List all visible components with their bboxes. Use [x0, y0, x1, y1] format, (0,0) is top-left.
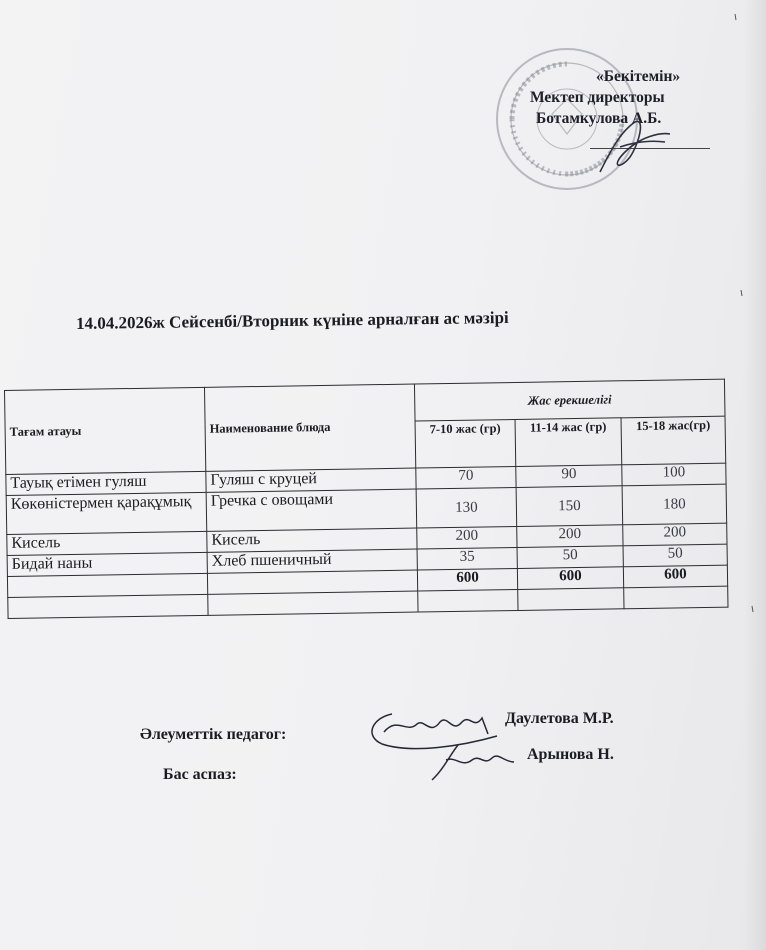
cell-value: 150	[516, 486, 623, 527]
cell-kz: Кисель	[7, 531, 207, 555]
cell-value: 90	[516, 465, 622, 488]
total-value: 600	[517, 567, 623, 590]
cell-kz: Бидай наны	[7, 552, 207, 576]
cell-ru: Гречка с овощами	[206, 489, 417, 531]
total-value: 600	[623, 565, 727, 588]
cell-value: 100	[622, 463, 726, 486]
signatory-role-head-cook: Бас аспаз:	[163, 766, 237, 783]
menu-heading: 14.04.2026ж Сейсенбі/Вторник күніне арналған ас мәзірі	[75, 307, 509, 333]
cell-value: 200	[417, 526, 517, 549]
cell-ru: Кисель	[207, 528, 417, 552]
cell-value: 200	[623, 523, 727, 546]
cell-kz: Тауық етімен гуляш	[6, 471, 206, 495]
header-age-group: Жас ерекшелігі	[414, 379, 725, 421]
total-value: 600	[417, 568, 517, 591]
approval-name: Ботамкулова А.Б.	[536, 110, 662, 127]
header-kz-name: Тағам атауы	[5, 387, 206, 474]
cell-value: 50	[517, 546, 623, 569]
cell-ru: Хлеб пшеничный	[207, 549, 417, 573]
cell-value: 200	[517, 525, 623, 548]
head-cook-name: Арынова Н.	[527, 746, 614, 763]
cell-value: 35	[417, 547, 517, 570]
cell-value: 50	[623, 544, 727, 567]
cell-value: 130	[416, 487, 517, 528]
header-age-11-14: 11-14 жас (гр)	[515, 418, 622, 467]
approval-position: Мектеп директоры	[530, 89, 665, 106]
cell-value: 180	[622, 484, 727, 525]
signatory-role-social-pedagogue: Әлеуметтік педагог:	[140, 726, 287, 743]
cell-value: 70	[416, 466, 516, 489]
approval-title: «Бекітемін»	[596, 68, 681, 85]
cell-kz: Көкөністермен қарақұмық	[6, 492, 207, 534]
header-age-7-10: 7-10 жас (гр)	[415, 419, 516, 468]
header-ru-name: Наименование блюда	[204, 384, 415, 471]
header-age-15-18: 15-18 жас(гр)	[621, 416, 726, 465]
social-pedagogue-name: Даулетова М.Р.	[505, 710, 614, 727]
cell-ru: Гуляш с круцей	[206, 468, 416, 492]
